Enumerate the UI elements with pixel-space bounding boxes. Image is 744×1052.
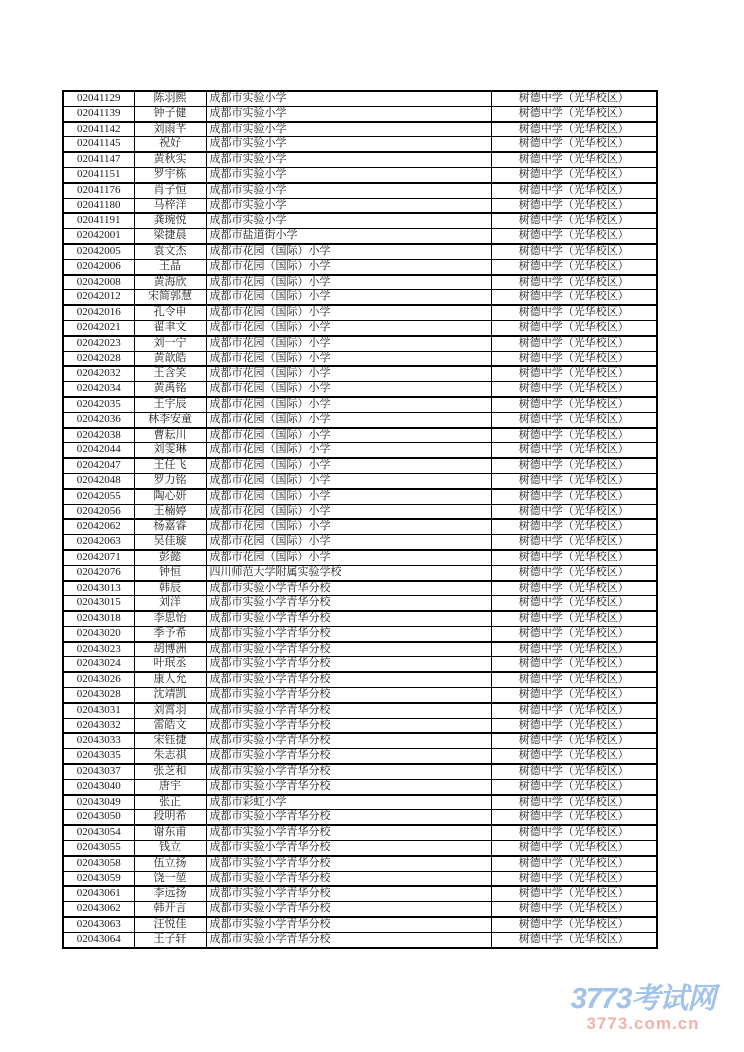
cell-elementary-school: 成都市实验小学 — [206, 213, 491, 228]
cell-student-name: 肖子恒 — [134, 183, 206, 198]
table-row — [63, 565, 657, 580]
cell-exam-id: 02041142 — [63, 122, 134, 137]
table-row — [63, 795, 657, 810]
cell-elementary-school: 成都市盐道街小学 — [206, 229, 491, 244]
table-row — [63, 871, 657, 886]
admission-roster-table-body — [63, 91, 657, 948]
cell-student-name: 胡博洲 — [134, 642, 206, 657]
table-row — [63, 749, 657, 764]
table-row — [63, 152, 657, 167]
cell-elementary-school: 成都市花园（国际）小学 — [206, 336, 491, 351]
cell-admitted-school: 树德中学（光华校区） — [491, 91, 657, 106]
cell-student-name: 刘一宁 — [134, 336, 206, 351]
table-row — [63, 229, 657, 244]
cell-exam-id: 02043023 — [63, 642, 134, 657]
site-watermark — [558, 984, 728, 1033]
table-row — [63, 917, 657, 932]
cell-student-name: 孔令申 — [134, 305, 206, 320]
cell-admitted-school: 树德中学（光华校区） — [491, 596, 657, 611]
table-row — [63, 473, 657, 488]
cell-student-name: 王任飞 — [134, 458, 206, 473]
cell-student-name: 王子轩 — [134, 932, 206, 947]
cell-admitted-school: 树德中学（光华校区） — [491, 718, 657, 733]
cell-exam-id: 02043050 — [63, 810, 134, 825]
table-row — [63, 733, 657, 748]
cell-student-name: 翟聿文 — [134, 320, 206, 335]
cell-elementary-school: 成都市实验小学青华分校 — [206, 841, 491, 856]
cell-elementary-school: 成都市花园（国际）小学 — [206, 412, 491, 427]
cell-exam-id: 02042012 — [63, 290, 134, 305]
table-row — [63, 305, 657, 320]
cell-elementary-school: 成都市实验小学青华分校 — [206, 902, 491, 917]
cell-admitted-school: 树德中学（光华校区） — [491, 443, 657, 458]
cell-elementary-school: 成都市花园（国际）小学 — [206, 382, 491, 397]
cell-elementary-school: 成都市花园（国际）小学 — [206, 443, 491, 458]
cell-student-name: 钱立 — [134, 841, 206, 856]
table-row — [63, 91, 657, 106]
table-row — [63, 183, 657, 198]
table-row — [63, 504, 657, 519]
table-row — [63, 902, 657, 917]
cell-student-name: 陶心妍 — [134, 489, 206, 504]
cell-exam-id: 02042028 — [63, 351, 134, 366]
cell-exam-id: 02042048 — [63, 473, 134, 488]
cell-elementary-school: 成都市实验小学青华分校 — [206, 932, 491, 947]
table-row — [63, 412, 657, 427]
cell-elementary-school: 成都市实验小学青华分校 — [206, 886, 491, 901]
table-row — [63, 122, 657, 137]
cell-student-name: 祝好 — [134, 137, 206, 152]
cell-exam-id: 02041151 — [63, 167, 134, 182]
cell-admitted-school: 树德中学（光华校区） — [491, 412, 657, 427]
cell-admitted-school: 树德中学（光华校区） — [491, 213, 657, 228]
cell-elementary-school: 成都市实验小学青华分校 — [206, 733, 491, 748]
table-row — [63, 244, 657, 259]
cell-elementary-school: 成都市实验小学青华分校 — [206, 718, 491, 733]
cell-elementary-school: 成都市花园（国际）小学 — [206, 550, 491, 565]
cell-student-name: 张芝和 — [134, 764, 206, 779]
cell-admitted-school: 树德中学（光华校区） — [491, 749, 657, 764]
cell-elementary-school: 成都市实验小学青华分校 — [206, 626, 491, 641]
table-row — [63, 137, 657, 152]
cell-exam-id: 02042076 — [63, 565, 134, 580]
cell-admitted-school: 树德中学（光华校区） — [491, 535, 657, 550]
table-row — [63, 626, 657, 641]
table-row — [63, 779, 657, 794]
cell-admitted-school: 树德中学（光华校区） — [491, 688, 657, 703]
cell-admitted-school: 树德中学（光华校区） — [491, 917, 657, 932]
cell-admitted-school: 树德中学（光华校区） — [491, 320, 657, 335]
cell-admitted-school: 树德中学（光华校区） — [491, 932, 657, 947]
table-row — [63, 458, 657, 473]
cell-student-name: 李远扬 — [134, 886, 206, 901]
cell-exam-id: 02043024 — [63, 657, 134, 672]
table-row — [63, 856, 657, 871]
cell-elementary-school: 成都市彩虹小学 — [206, 795, 491, 810]
table-row — [63, 841, 657, 856]
table-row — [63, 825, 657, 840]
cell-student-name: 王晶 — [134, 259, 206, 274]
cell-exam-id: 02042016 — [63, 305, 134, 320]
cell-elementary-school: 成都市花园（国际）小学 — [206, 366, 491, 381]
cell-admitted-school: 树德中学（光华校区） — [491, 565, 657, 580]
cell-admitted-school: 树德中学（光华校区） — [491, 106, 657, 121]
cell-student-name: 韩辰 — [134, 581, 206, 596]
cell-student-name: 刘霄羽 — [134, 703, 206, 718]
cell-exam-id: 02041147 — [63, 152, 134, 167]
table-row — [63, 351, 657, 366]
cell-student-name: 唐宇 — [134, 779, 206, 794]
cell-admitted-school: 树德中学（光华校区） — [491, 382, 657, 397]
cell-admitted-school: 树德中学（光华校区） — [491, 886, 657, 901]
cell-admitted-school: 树德中学（光华校区） — [491, 397, 657, 412]
cell-exam-id: 02043063 — [63, 917, 134, 932]
cell-student-name: 王楠婷 — [134, 504, 206, 519]
cell-student-name: 梁捷晨 — [134, 229, 206, 244]
cell-elementary-school: 成都市实验小学青华分校 — [206, 672, 491, 687]
cell-elementary-school: 成都市实验小学青华分校 — [206, 688, 491, 703]
table-row — [63, 764, 657, 779]
cell-elementary-school: 成都市实验小学 — [206, 91, 491, 106]
cell-exam-id: 02042062 — [63, 519, 134, 534]
cell-student-name: 曹耘川 — [134, 428, 206, 443]
table-row — [63, 382, 657, 397]
cell-elementary-school: 成都市实验小学青华分校 — [206, 917, 491, 932]
cell-admitted-school: 树德中学（光华校区） — [491, 473, 657, 488]
cell-student-name: 韩开言 — [134, 902, 206, 917]
cell-elementary-school: 成都市花园（国际）小学 — [206, 473, 491, 488]
cell-admitted-school: 树德中学（光华校区） — [491, 856, 657, 871]
cell-admitted-school: 树德中学（光华校区） — [491, 244, 657, 259]
cell-admitted-school: 树德中学（光华校区） — [491, 825, 657, 840]
cell-elementary-school: 成都市花园（国际）小学 — [206, 504, 491, 519]
cell-exam-id: 02043049 — [63, 795, 134, 810]
table-row — [63, 718, 657, 733]
cell-student-name: 饶一堃 — [134, 871, 206, 886]
cell-student-name: 罗宇栋 — [134, 167, 206, 182]
cell-elementary-school: 成都市实验小学青华分校 — [206, 581, 491, 596]
cell-exam-id: 02043015 — [63, 596, 134, 611]
table-row — [63, 810, 657, 825]
cell-admitted-school: 树德中学（光华校区） — [491, 152, 657, 167]
cell-student-name: 汪悦佳 — [134, 917, 206, 932]
cell-student-name: 宋钰捷 — [134, 733, 206, 748]
cell-elementary-school: 成都市花园（国际）小学 — [206, 244, 491, 259]
table-row — [63, 688, 657, 703]
cell-admitted-school: 树德中学（光华校区） — [491, 841, 657, 856]
cell-student-name: 袁文杰 — [134, 244, 206, 259]
cell-exam-id: 02042008 — [63, 275, 134, 290]
cell-exam-id: 02042056 — [63, 504, 134, 519]
cell-elementary-school: 四川师范大学附属实验学校 — [206, 565, 491, 580]
cell-admitted-school: 树德中学（光华校区） — [491, 810, 657, 825]
cell-admitted-school: 树德中学（光华校区） — [491, 764, 657, 779]
cell-student-name: 马梓洋 — [134, 198, 206, 213]
table-row — [63, 672, 657, 687]
table-row — [63, 198, 657, 213]
watermark-site-name: 3773考试网 — [558, 984, 728, 1014]
cell-admitted-school: 树德中学（光华校区） — [491, 519, 657, 534]
cell-exam-id: 02043040 — [63, 779, 134, 794]
cell-exam-id: 02043020 — [63, 626, 134, 641]
cell-student-name: 刘雨芊 — [134, 122, 206, 137]
cell-exam-id: 02042071 — [63, 550, 134, 565]
cell-student-name: 钟子健 — [134, 106, 206, 121]
cell-student-name: 段明希 — [134, 810, 206, 825]
cell-admitted-school: 树德中学（光华校区） — [491, 703, 657, 718]
cell-elementary-school: 成都市实验小学青华分校 — [206, 642, 491, 657]
cell-exam-id: 02042032 — [63, 366, 134, 381]
cell-admitted-school: 树德中学（光华校区） — [491, 259, 657, 274]
cell-admitted-school: 树德中学（光华校区） — [491, 733, 657, 748]
cell-elementary-school: 成都市实验小学 — [206, 167, 491, 182]
cell-admitted-school: 树德中学（光华校区） — [491, 871, 657, 886]
table-row — [63, 275, 657, 290]
cell-student-name: 雷皓文 — [134, 718, 206, 733]
cell-student-name: 黄秋实 — [134, 152, 206, 167]
table-row — [63, 397, 657, 412]
cell-exam-id: 02041191 — [63, 213, 134, 228]
cell-elementary-school: 成都市花园（国际）小学 — [206, 320, 491, 335]
cell-exam-id: 02043059 — [63, 871, 134, 886]
table-row — [63, 290, 657, 305]
cell-elementary-school: 成都市花园（国际）小学 — [206, 259, 491, 274]
cell-admitted-school: 树德中学（光华校区） — [491, 642, 657, 657]
cell-exam-id: 02043018 — [63, 611, 134, 626]
cell-exam-id: 02043062 — [63, 902, 134, 917]
cell-student-name: 刘洋 — [134, 596, 206, 611]
cell-exam-id: 02041129 — [63, 91, 134, 106]
cell-student-name: 李思怡 — [134, 611, 206, 626]
cell-student-name: 林李安童 — [134, 412, 206, 427]
cell-elementary-school: 成都市花园（国际）小学 — [206, 397, 491, 412]
cell-admitted-school: 树德中学（光华校区） — [491, 779, 657, 794]
cell-exam-id: 02043064 — [63, 932, 134, 947]
table-row — [63, 611, 657, 626]
cell-student-name: 黄禹铭 — [134, 382, 206, 397]
admission-roster-table — [62, 90, 658, 949]
cell-admitted-school: 树德中学（光华校区） — [491, 657, 657, 672]
cell-elementary-school: 成都市实验小学青华分校 — [206, 764, 491, 779]
table-row — [63, 596, 657, 611]
cell-elementary-school: 成都市实验小学青华分校 — [206, 657, 491, 672]
cell-admitted-school: 树德中学（光华校区） — [491, 351, 657, 366]
cell-elementary-school: 成都市花园（国际）小学 — [206, 290, 491, 305]
table-row — [63, 642, 657, 657]
cell-elementary-school: 成都市实验小学青华分校 — [206, 611, 491, 626]
cell-exam-id: 02041176 — [63, 183, 134, 198]
cell-admitted-school: 树德中学（光华校区） — [491, 550, 657, 565]
table-row — [63, 443, 657, 458]
cell-student-name: 彭懿 — [134, 550, 206, 565]
cell-elementary-school: 成都市实验小学青华分校 — [206, 703, 491, 718]
table-row — [63, 167, 657, 182]
cell-student-name: 叶珉丞 — [134, 657, 206, 672]
table-row — [63, 489, 657, 504]
cell-exam-id: 02043026 — [63, 672, 134, 687]
cell-exam-id: 02043037 — [63, 764, 134, 779]
cell-elementary-school: 成都市实验小学 — [206, 183, 491, 198]
cell-exam-id: 02042023 — [63, 336, 134, 351]
cell-elementary-school: 成都市实验小学青华分校 — [206, 779, 491, 794]
cell-elementary-school: 成都市实验小学青华分校 — [206, 856, 491, 871]
cell-student-name: 黄歆皓 — [134, 351, 206, 366]
cell-admitted-school: 树德中学（光华校区） — [491, 305, 657, 320]
cell-student-name: 刘雯琳 — [134, 443, 206, 458]
cell-exam-id: 02042005 — [63, 244, 134, 259]
cell-student-name: 伍立扬 — [134, 856, 206, 871]
table-row — [63, 366, 657, 381]
cell-admitted-school: 树德中学（光华校区） — [491, 902, 657, 917]
cell-exam-id: 02043055 — [63, 841, 134, 856]
cell-exam-id: 02041139 — [63, 106, 134, 121]
cell-elementary-school: 成都市实验小学青华分校 — [206, 596, 491, 611]
table-row — [63, 213, 657, 228]
cell-admitted-school: 树德中学（光华校区） — [491, 366, 657, 381]
cell-exam-id: 02043061 — [63, 886, 134, 901]
cell-elementary-school: 成都市花园（国际）小学 — [206, 428, 491, 443]
cell-student-name: 康人允 — [134, 672, 206, 687]
cell-admitted-school: 树德中学（光华校区） — [491, 183, 657, 198]
table-row — [63, 259, 657, 274]
cell-elementary-school: 成都市花园（国际）小学 — [206, 519, 491, 534]
cell-elementary-school: 成都市实验小学青华分校 — [206, 810, 491, 825]
cell-exam-id: 02043032 — [63, 718, 134, 733]
cell-exam-id: 02043035 — [63, 749, 134, 764]
cell-admitted-school: 树德中学（光华校区） — [491, 504, 657, 519]
cell-exam-id: 02042063 — [63, 535, 134, 550]
cell-elementary-school: 成都市实验小学 — [206, 122, 491, 137]
cell-exam-id: 02042036 — [63, 412, 134, 427]
cell-exam-id: 02043054 — [63, 825, 134, 840]
cell-exam-id: 02041145 — [63, 137, 134, 152]
cell-admitted-school: 树德中学（光华校区） — [491, 229, 657, 244]
watermark-site-url: 3773.com.cn — [586, 1014, 700, 1033]
cell-student-name: 王宇辰 — [134, 397, 206, 412]
table-row — [63, 535, 657, 550]
table-row — [63, 106, 657, 121]
cell-exam-id: 02043031 — [63, 703, 134, 718]
cell-admitted-school: 树德中学（光华校区） — [491, 458, 657, 473]
cell-exam-id: 02042006 — [63, 259, 134, 274]
cell-exam-id: 02043033 — [63, 733, 134, 748]
cell-elementary-school: 成都市实验小学 — [206, 106, 491, 121]
cell-student-name: 沈靖凯 — [134, 688, 206, 703]
table-row — [63, 657, 657, 672]
cell-student-name: 谢东甫 — [134, 825, 206, 840]
cell-student-name: 罗力铭 — [134, 473, 206, 488]
cell-student-name: 宋简郭慧 — [134, 290, 206, 305]
cell-student-name: 钟恒 — [134, 565, 206, 580]
table-row — [63, 519, 657, 534]
cell-admitted-school: 树德中学（光华校区） — [491, 581, 657, 596]
cell-exam-id: 02043058 — [63, 856, 134, 871]
cell-admitted-school: 树德中学（光华校区） — [491, 275, 657, 290]
cell-elementary-school: 成都市花园（国际）小学 — [206, 535, 491, 550]
cell-admitted-school: 树德中学（光华校区） — [491, 122, 657, 137]
cell-exam-id: 02041180 — [63, 198, 134, 213]
table-row — [63, 550, 657, 565]
cell-admitted-school: 树德中学（光华校区） — [491, 626, 657, 641]
cell-student-name: 陈羽熙 — [134, 91, 206, 106]
cell-admitted-school: 树德中学（光华校区） — [491, 290, 657, 305]
cell-exam-id: 02042044 — [63, 443, 134, 458]
cell-admitted-school: 树德中学（光华校区） — [491, 611, 657, 626]
cell-student-name: 朱志祺 — [134, 749, 206, 764]
table-row — [63, 886, 657, 901]
cell-elementary-school: 成都市实验小学 — [206, 198, 491, 213]
cell-exam-id: 02042047 — [63, 458, 134, 473]
cell-exam-id: 02042038 — [63, 428, 134, 443]
cell-student-name: 黄海欣 — [134, 275, 206, 290]
cell-elementary-school: 成都市实验小学 — [206, 137, 491, 152]
cell-student-name: 王含笑 — [134, 366, 206, 381]
table-row — [63, 581, 657, 596]
cell-elementary-school: 成都市花园（国际）小学 — [206, 458, 491, 473]
cell-admitted-school: 树德中学（光华校区） — [491, 489, 657, 504]
cell-exam-id: 02042035 — [63, 397, 134, 412]
cell-admitted-school: 树德中学（光华校区） — [491, 672, 657, 687]
cell-exam-id: 02042034 — [63, 382, 134, 397]
cell-elementary-school: 成都市花园（国际）小学 — [206, 305, 491, 320]
table-row — [63, 703, 657, 718]
table-row — [63, 336, 657, 351]
cell-exam-id: 02042021 — [63, 320, 134, 335]
cell-elementary-school: 成都市花园（国际）小学 — [206, 351, 491, 366]
cell-admitted-school: 树德中学（光华校区） — [491, 428, 657, 443]
cell-student-name: 杨嘉睿 — [134, 519, 206, 534]
cell-admitted-school: 树德中学（光华校区） — [491, 198, 657, 213]
cell-student-name: 张正 — [134, 795, 206, 810]
cell-exam-id: 02043028 — [63, 688, 134, 703]
table-row — [63, 320, 657, 335]
cell-elementary-school: 成都市实验小学青华分校 — [206, 825, 491, 840]
cell-elementary-school: 成都市实验小学青华分校 — [206, 749, 491, 764]
cell-exam-id: 02042055 — [63, 489, 134, 504]
cell-admitted-school: 树德中学（光华校区） — [491, 167, 657, 182]
cell-elementary-school: 成都市实验小学青华分校 — [206, 871, 491, 886]
cell-exam-id: 02043013 — [63, 581, 134, 596]
cell-admitted-school: 树德中学（光华校区） — [491, 137, 657, 152]
cell-student-name: 龚琬悦 — [134, 213, 206, 228]
cell-elementary-school: 成都市花园（国际）小学 — [206, 489, 491, 504]
cell-admitted-school: 树德中学（光华校区） — [491, 795, 657, 810]
cell-student-name: 季予希 — [134, 626, 206, 641]
cell-elementary-school: 成都市实验小学 — [206, 152, 491, 167]
cell-exam-id: 02042001 — [63, 229, 134, 244]
table-row — [63, 428, 657, 443]
cell-elementary-school: 成都市花园（国际）小学 — [206, 275, 491, 290]
cell-student-name: 吴佳璇 — [134, 535, 206, 550]
table-row — [63, 932, 657, 947]
cell-admitted-school: 树德中学（光华校区） — [491, 336, 657, 351]
